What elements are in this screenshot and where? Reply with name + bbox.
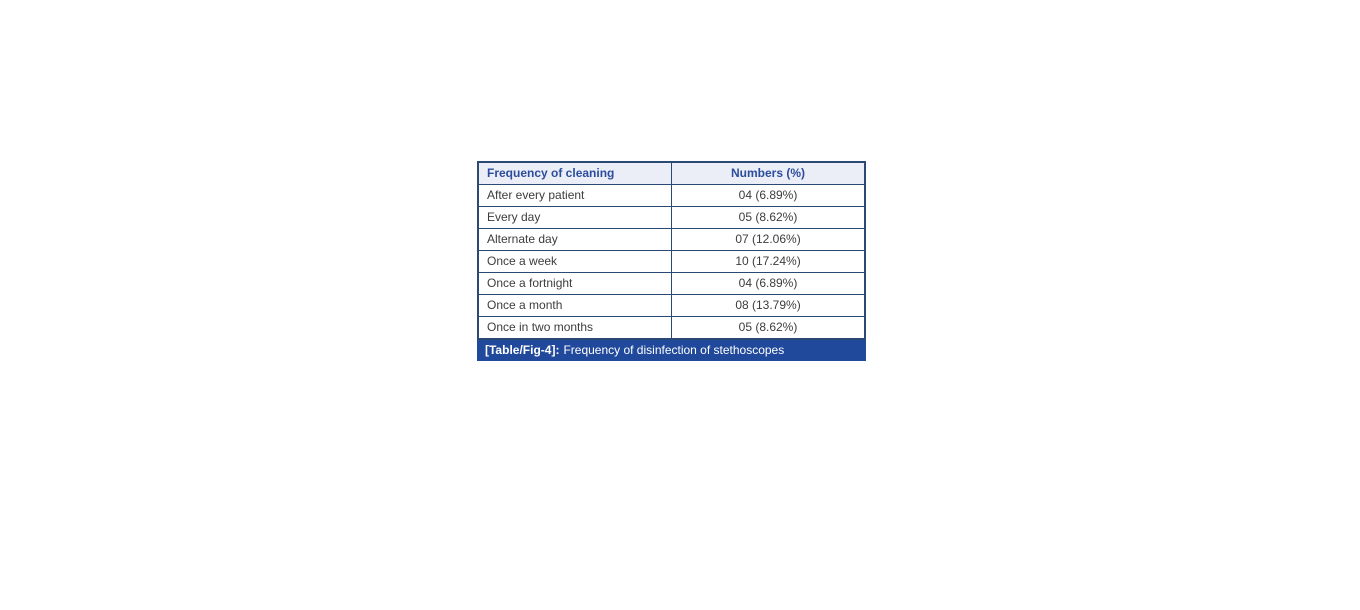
table-row xyxy=(478,251,865,273)
row-value: 05 (8.62%) xyxy=(672,207,866,229)
table-figure xyxy=(477,161,866,361)
column-header-numbers: Numbers (%) xyxy=(672,162,866,185)
row-label: Alternate day xyxy=(478,229,672,251)
row-value: 08 (13.79%) xyxy=(672,295,866,317)
frequency-table xyxy=(477,161,866,340)
row-label: Every day xyxy=(478,207,672,229)
row-label: After every patient xyxy=(478,185,672,207)
row-value: 10 (17.24%) xyxy=(672,251,866,273)
table-header-row xyxy=(478,162,865,185)
row-value: 05 (8.62%) xyxy=(672,317,866,340)
row-label: Once in two months xyxy=(478,317,672,340)
table-row xyxy=(478,317,865,340)
table-row xyxy=(478,273,865,295)
caption-figure-tag: [Table/Fig-4]: xyxy=(485,343,560,357)
table-row xyxy=(478,185,865,207)
row-value: 04 (6.89%) xyxy=(672,185,866,207)
row-value: 07 (12.06%) xyxy=(672,229,866,251)
caption-figure-text: Frequency of disinfection of stethoscopes xyxy=(563,343,785,357)
table-caption xyxy=(477,340,866,361)
row-value: 04 (6.89%) xyxy=(672,273,866,295)
row-label: Once a fortnight xyxy=(478,273,672,295)
table-row xyxy=(478,229,865,251)
table-row xyxy=(478,295,865,317)
row-label: Once a month xyxy=(478,295,672,317)
column-header-frequency: Frequency of cleaning xyxy=(478,162,672,185)
row-label: Once a week xyxy=(478,251,672,273)
table-row xyxy=(478,207,865,229)
